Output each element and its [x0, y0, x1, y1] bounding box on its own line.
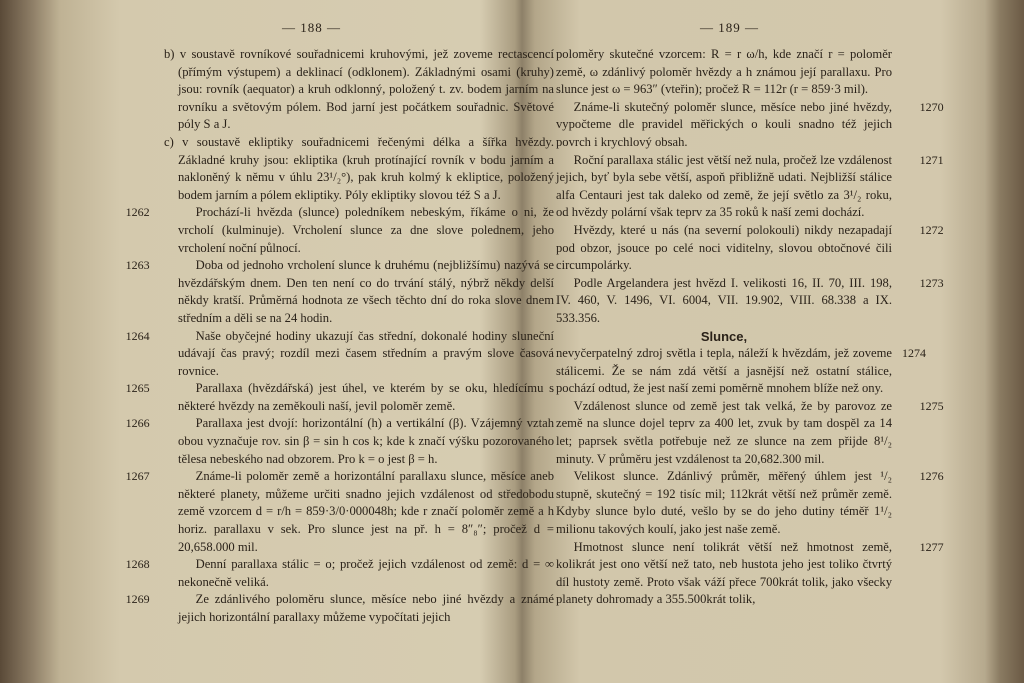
- paragraph-number: 1273: [919, 275, 944, 290]
- paragraph-number: 1265: [125, 381, 150, 396]
- paragraph: poloměry skutečné vzorcem: R = r ω/h, kde značí r = poloměr země, ω zdánlivý poloměr hvězdy a h známou její parallaxu. Pro slunce jest ω = 963″ (vteřin); pročež R = 112r (r = 859·3 mil).: [556, 47, 892, 97]
- paragraph-1269: 1269 Ze zdánlivého poloměru slunce, měsíce nebo jiné hvězdy a známé jejich horizontální parallaxy můžeme vypočítati jejich: [156, 591, 554, 626]
- paragraph-1271: 1271 Roční parallaxa stálic jest větší než nula, pročež lze vzdálenost jejich, byť byla sebe větší, aspoň přibližně udati. Nejbližší stálice alfa Centauri jest tak daleko od země, že její světlo za 3¹/₂ roku, od hvězdy polární však teprv za 35 roků k naší zemi dochází.: [556, 152, 944, 220]
- paragraph-number: 1277: [919, 539, 944, 554]
- page-number-right: — 189 —: [700, 20, 759, 35]
- paragraph-1263: 1263 Doba od jednoho vrcholení slunce k druhému (nejbližšímu) nazývá se hvězdářským dnem. Den ten není co do trvání stálý, nýbrž někdy delší někdy kratší. Průměrná hodnota ze všech těchto dní do roka slove dnem středním a děli se na 24 hodin.: [156, 257, 554, 327]
- section-heading: Slunce,: [700, 328, 748, 344]
- paragraph-number: 1269: [125, 592, 150, 607]
- paragraph-1268: 1268 Denní parallaxa stálic = o; pročež jejich vzdálenost od země: d = ∞ nekonečně veliká.: [156, 556, 554, 591]
- paragraph-number: 1262: [125, 205, 150, 220]
- left-page: [70, 0, 554, 683]
- paragraph-number: 1271: [919, 152, 944, 167]
- paragraph-1272: 1272 Hvězdy, které u nás (na severní polokouli) nikdy nezapadají pod obzor, jsouce po celé noci viditelny, slovou obtočnové čili circumpolárky.: [556, 222, 944, 273]
- paragraph-number: 1272: [919, 222, 944, 237]
- paragraph-number: 1266: [125, 416, 150, 431]
- paragraph-1277: 1277 Hmotnost slunce není tolikrát větší než hmotnost země, kolikrát jest ono větší než tato, neb hustota jeho jest toliko čtvrtý díl hustoty země. Proto však váží přece 700krát tolik, jako všecky planety dohromady a 355.500krát tolik,: [556, 539, 944, 607]
- paragraph-number: 1263: [125, 258, 150, 273]
- right-page-text: [556, 46, 944, 609]
- paragraph-number: 1268: [125, 557, 150, 572]
- paragraph-1267: 1267 Známe-li poloměr země a horizontální parallaxu slunce, měsíce aneb některé planety, můžeme určiti snadno jejich vzdálenost od středobodu země vzorcem d = r/h = 859·3/0·000048h; kde r značí poloměr země a h horiz. parallaxu v sek. Pro slunce jest na př. h = 8″₈″; pročež d = 20,658.000 mil.: [156, 468, 554, 556]
- paragraph-1276: 1276 Velikost slunce. Zdánlivý průměr, měřený úhlem jest ¹/₂ stupně, skutečný = 192 tisíc mil; 112krát větší než průměr země. Kdyby slunce bylo duté, vešlo by se do jeho dutiny téměř 1¹/₂ milionu takových koulí, jako jest naše země.: [556, 469, 944, 537]
- paragraph-1264: 1264 Naše obyčejné hodiny ukazují čas střední, dokonalé hodiny sluneční udávají čas pravý; rozdíl mezi časem středním a pravým slove časová rovnice.: [156, 328, 554, 381]
- paragraph-1275: 1275 Vzdálenost slunce od země jest tak velká, že by parovoz ze země na slunce dojel teprv za 400 let, zvuk by tam dospěl za 14 let; paprsek světla potřebuje než ze slunce na zem přijde 8¹/₂ minuty. V průměru jest vzdálenost ta 20,682.300 mil.: [556, 398, 944, 466]
- paragraph-number: 1275: [919, 398, 944, 413]
- paragraph-1262: 1262 Prochází-li hvězda (slunce) poledníkem nebeským, říkáme o ni, že vrcholí (kulminuje). Vrcholení slunce za dne slove polednem, jeho vrcholení noční půlnocí.: [156, 204, 554, 257]
- paragraph-1265: 1265 Parallaxa (hvězdářská) jest úhel, ve kterém by se oku, hledícímu s některé hvězdy na zeměkouli naší, jevil poloměr země.: [156, 380, 554, 415]
- right-page: [540, 0, 980, 683]
- paragraph-1274: 1274 nevyčerpatelný zdroj světla i tepla, náleží k hvězdám, jež zoveme stálicemi. Že se nám zdá větší a jasnější než ostatní stálice, pochází odtud, že jest naší zemi poměrně mnohem blíže než ony.: [556, 346, 926, 396]
- page-number-left: — 188 —: [282, 20, 341, 35]
- paragraph-number: 1267: [125, 469, 150, 484]
- paragraph-number: 1276: [919, 469, 944, 484]
- paragraph-number: 1274: [902, 346, 926, 361]
- paragraph-number: 1270: [919, 99, 944, 114]
- paragraph-1266: 1266 Parallaxa jest dvojí: horizontální (h) a vertikální (β). Vzájemný vztah obou vyznačuje rov. sin β = sin h cos k; kde k značí výšku pozorovaného tělesa nebeského nad obzorem. Pro k = o jest β = h.: [156, 415, 554, 468]
- left-page-text: [125, 46, 554, 627]
- paragraph-1273: 1273 Podle Argelandera jest hvězd I. velikosti 16, II. 70, III. 198, IV. 460, V. 1496, VI. 6004, VII. 19.902, VIII. 68.338 a IX. 533.356.: [556, 275, 944, 325]
- paragraph: b) v soustavě rovníkové souřadnicemi kruhovými, jež zoveme rectascencí (přímým výstupem) a deklinací (odklonem). Základnými osami (kruhy) jsou: rovník (aequator) a kruh odklonný, položený t. zv. bodem jarním na rovníku a světovým pólem. Bod jarní jest počátkem souřadnic. Světové póly S a J.: [164, 47, 554, 132]
- paragraph: c) v soustavě ekliptiky souřadnicemi řečenými délka a šířka hvězdy. Základné kruhy jsou: ekliptika (kruh protínající rovník v bodu jarním a nakloněný k němu v úhlu 23¹/₂°), pak kruh kolmý k ekliptice, položený bodem jarním a pólem ekliptiky. Póly ekliptiky slovou též S a J.: [164, 134, 554, 202]
- paragraph-1270: 1270 Známe-li skutečný poloměr slunce, měsíce nebo jiné hvězdy, vypočteme dle pravidel měřických o kouli snadno též jejich povrch i krychlový obsah.: [556, 99, 944, 149]
- paragraph-number: 1264: [125, 328, 150, 343]
